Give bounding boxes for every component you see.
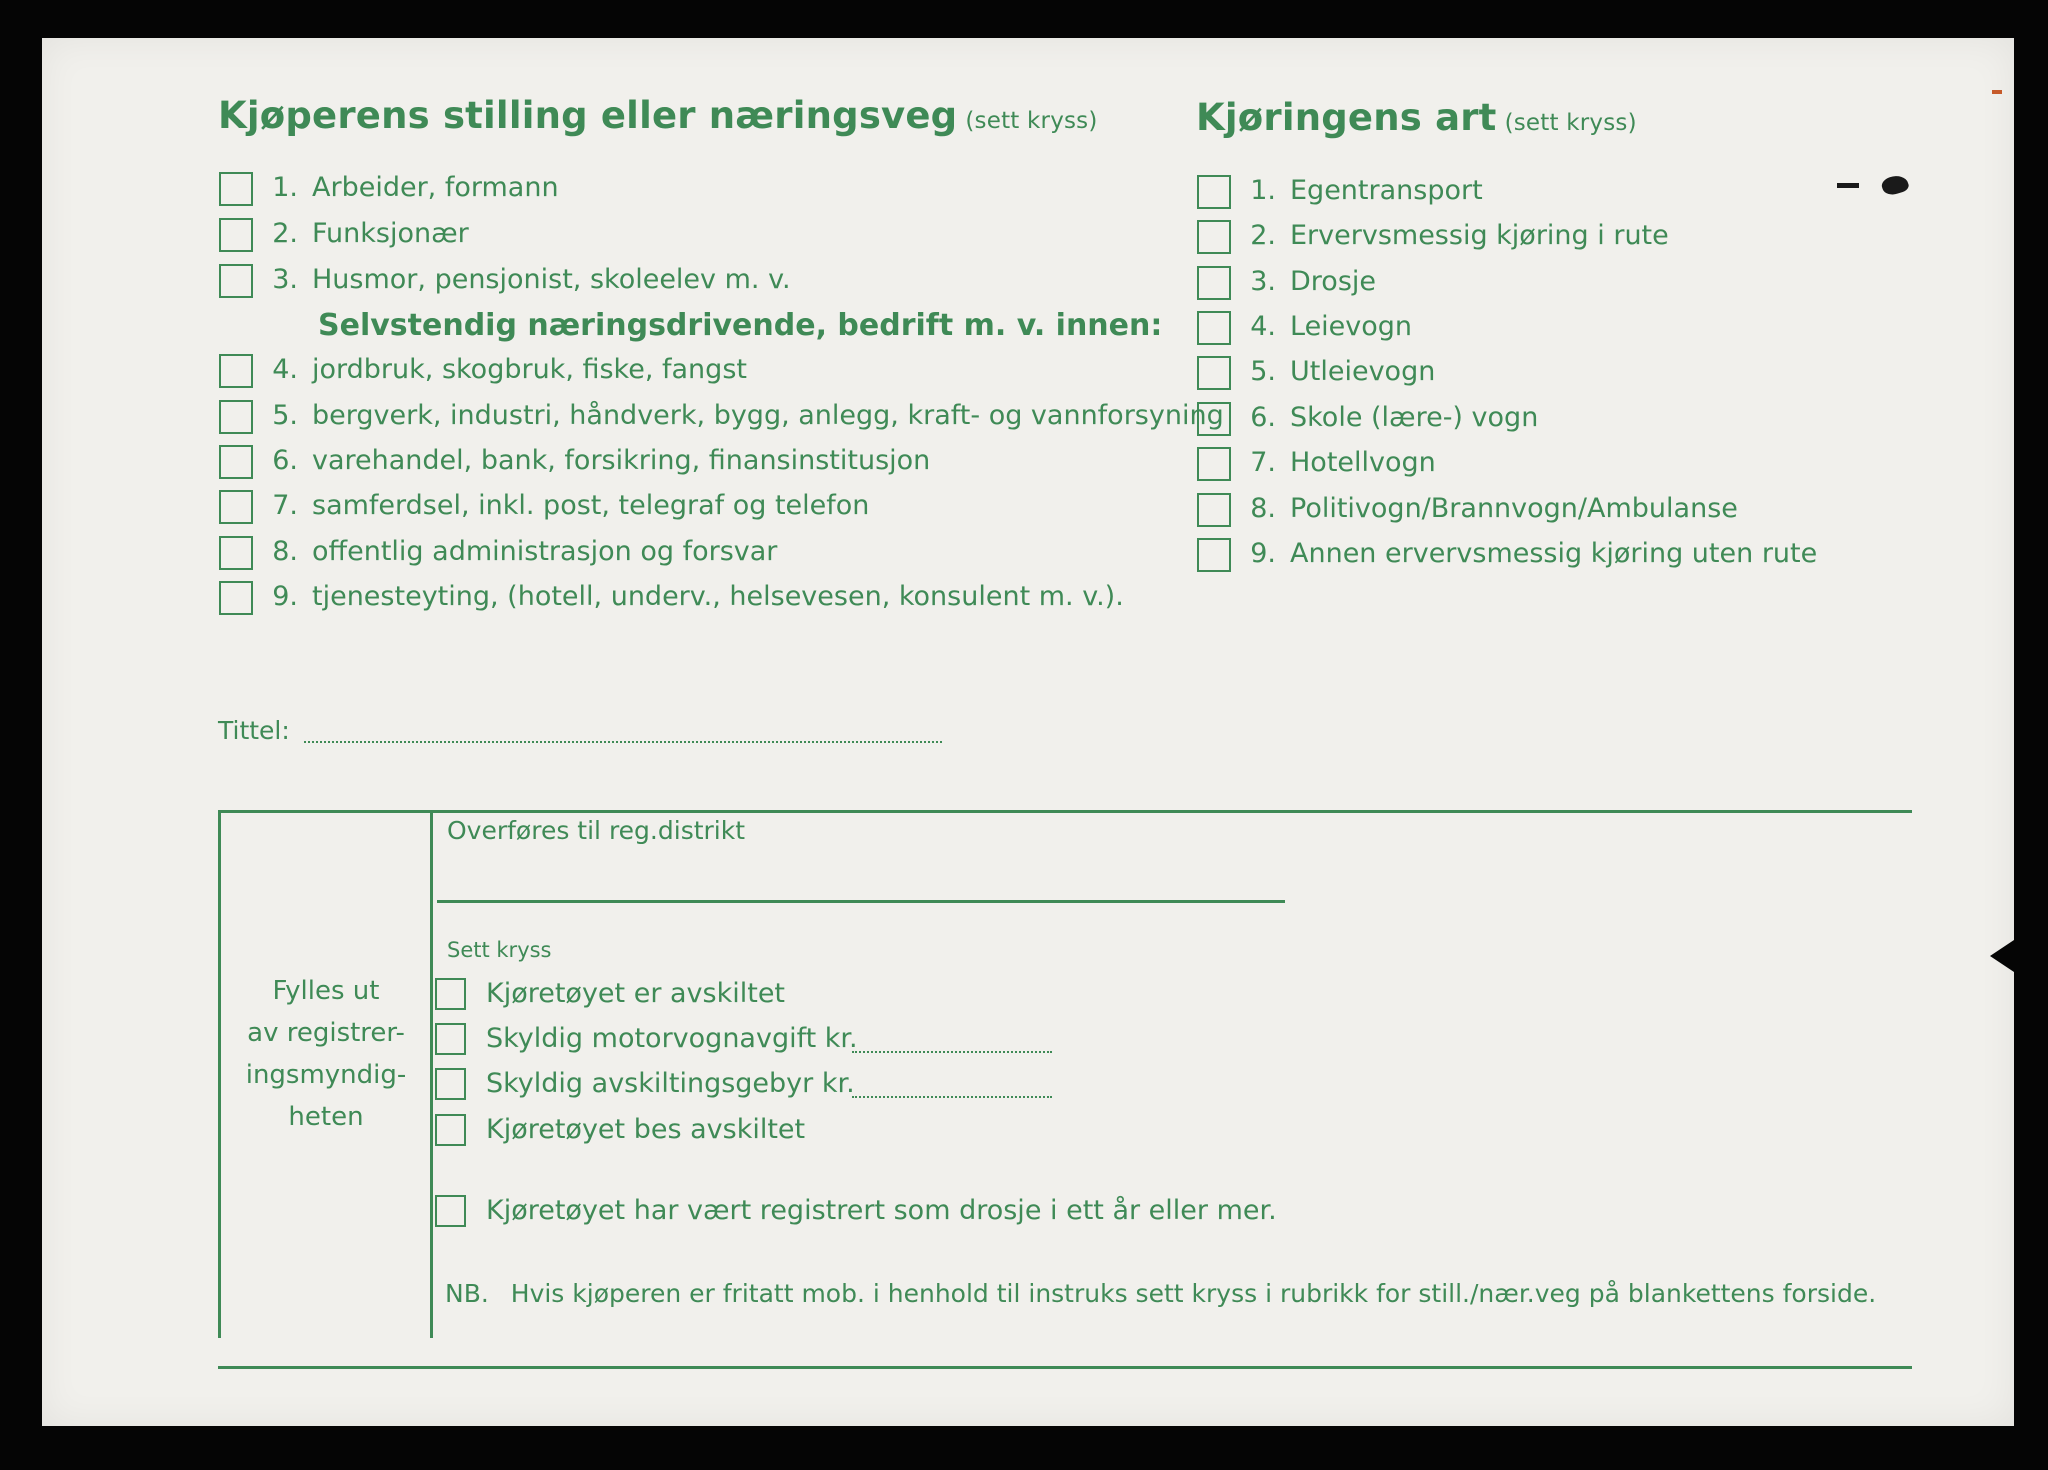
occupation-checkbox-5[interactable] xyxy=(219,400,253,434)
driving-checkbox-8[interactable] xyxy=(1197,493,1231,527)
paper-notch xyxy=(1990,940,2014,972)
registration-top-border xyxy=(218,810,1912,813)
deregistered-checkbox[interactable] xyxy=(435,978,466,1010)
driving-checkbox-7[interactable] xyxy=(1197,447,1231,481)
occupation-item-1: 1. Arbeider, formann xyxy=(272,172,559,203)
registration-left-border xyxy=(218,810,221,1338)
occupation-checkbox-6[interactable] xyxy=(219,445,253,479)
registration-bottom-border xyxy=(218,1366,1912,1369)
request-deregistration-label: Kjøretøyet bes avskiltet xyxy=(486,1114,806,1145)
occupation-item-8: 8. offentlig administrasjon og forsvar xyxy=(272,536,778,567)
title-label: Tittel: xyxy=(218,716,290,745)
driving-type-heading xyxy=(1196,96,1637,139)
buyer-occupation-note: (sett kryss) xyxy=(965,108,1098,134)
deregistration-fee-label: Skyldig avskiltingsgebyr kr. xyxy=(486,1068,855,1099)
form-sheet xyxy=(42,38,2014,1426)
occupation-checkbox-3[interactable] xyxy=(219,264,253,298)
driving-item-4: 4. Leievogn xyxy=(1250,311,1413,342)
occupation-checkbox-7[interactable] xyxy=(219,490,253,524)
deregistration-fee-checkbox[interactable] xyxy=(435,1068,466,1100)
driving-checkbox-1[interactable] xyxy=(1197,175,1231,209)
occupation-checkbox-4[interactable] xyxy=(219,354,253,388)
buyer-occupation-heading xyxy=(218,94,1098,137)
driving-item-8: 8. Politivogn/Brannvogn/Ambulanse xyxy=(1250,493,1738,524)
driving-item-2: 2. Ervervsmessig kjøring i rute xyxy=(1250,220,1669,251)
ink-blot xyxy=(1880,172,1910,197)
driving-item-5: 5. Utleievogn xyxy=(1250,356,1436,387)
motor-tax-amount-line[interactable] xyxy=(852,1051,1052,1053)
nb-label: NB. xyxy=(445,1279,489,1308)
taxi-registration-checkbox[interactable] xyxy=(435,1195,466,1227)
registration-side-label: Fylles ut av registrer- ingsmyndig- heten xyxy=(245,976,407,1132)
occupation-item-4: 4. jordbruk, skogbruk, fiske, fangst xyxy=(272,354,747,385)
occupation-item-9: 9. tjenesteyting, (hotell, underv., helsevesen, konsulent m. v.). xyxy=(272,581,1124,612)
nb-note xyxy=(445,1279,1876,1308)
deregistration-fee-amount-line[interactable] xyxy=(852,1096,1052,1098)
driving-item-6: 6. Skole (lære-) vogn xyxy=(1250,402,1539,433)
driving-type-note: (sett kryss) xyxy=(1504,110,1637,136)
occupation-checkbox-9[interactable] xyxy=(219,581,253,615)
driving-checkbox-9[interactable] xyxy=(1197,538,1231,572)
registration-divider xyxy=(430,810,433,1338)
occupation-checkbox-8[interactable] xyxy=(219,536,253,570)
occupation-item-2: 2. Funksjonær xyxy=(272,218,469,249)
occupation-checkbox-1[interactable] xyxy=(219,172,253,206)
orange-tick xyxy=(1992,90,2002,94)
occupation-item-3: 3. Husmor, pensjonist, skoleelev m. v. xyxy=(272,264,791,295)
transfer-district-line[interactable] xyxy=(437,900,1285,903)
occupation-item-7: 7. samferdsel, inkl. post, telegraf og telefon xyxy=(272,490,870,521)
occupation-item-5: 5. bergverk, industri, håndverk, bygg, anlegg, kraft- og vannforsyning xyxy=(272,400,1224,431)
transfer-district-label: Overføres til reg.distrikt xyxy=(447,816,746,845)
request-deregistration-checkbox[interactable] xyxy=(435,1114,466,1146)
driving-item-9: 9. Annen ervervsmessig kjøring uten rute xyxy=(1250,538,1818,569)
occupation-checkbox-2[interactable] xyxy=(219,218,253,252)
taxi-registration-label: Kjøretøyet har vært registrert som drosje i ett år eller mer. xyxy=(486,1195,1277,1226)
nb-text: Hvis kjøperen er fritatt mob. i henhold til instruks sett kryss i rubrikk for still./nær.veg på blankettens forside. xyxy=(510,1279,1877,1308)
driving-checkbox-3[interactable] xyxy=(1197,266,1231,300)
driving-checkbox-2[interactable] xyxy=(1197,220,1231,254)
driving-item-1: 1. Egentransport xyxy=(1250,175,1483,206)
motor-tax-checkbox[interactable] xyxy=(435,1023,466,1055)
motor-tax-label: Skyldig motorvognavgift kr. xyxy=(486,1023,858,1054)
sett-kryss-label: Sett kryss xyxy=(447,938,552,962)
driving-checkbox-5[interactable] xyxy=(1197,356,1231,390)
ink-mark xyxy=(1837,183,1859,188)
deregistered-label: Kjøretøyet er avskiltet xyxy=(486,978,786,1009)
driving-item-3: 3. Drosje xyxy=(1250,266,1376,297)
driving-type-title: Kjøringens art xyxy=(1196,96,1497,139)
buyer-occupation-title: Kjøperens stilling eller næringsveg xyxy=(218,94,958,137)
driving-item-7: 7. Hotellvogn xyxy=(1250,447,1436,478)
driving-checkbox-6[interactable] xyxy=(1197,402,1231,436)
self-employed-subheading: Selvstendig næringsdrivende, bedrift m. v. innen: xyxy=(318,308,1163,343)
title-input-line[interactable] xyxy=(304,741,942,743)
driving-checkbox-4[interactable] xyxy=(1197,311,1231,345)
occupation-item-6: 6. varehandel, bank, forsikring, finansinstitusjon xyxy=(272,445,931,476)
